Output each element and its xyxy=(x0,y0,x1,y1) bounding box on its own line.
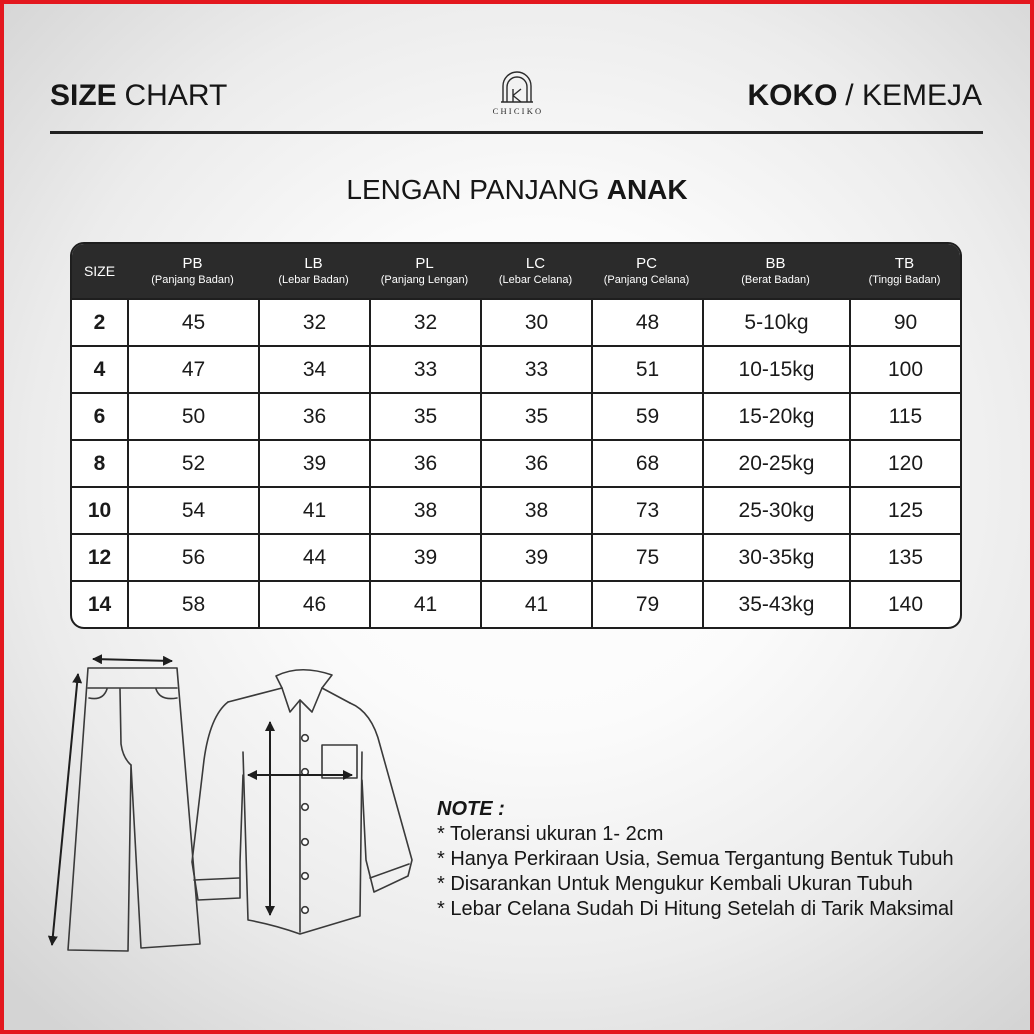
table-row xyxy=(72,486,960,533)
column-header-bb xyxy=(702,244,849,298)
cell-pl: 39 xyxy=(369,533,480,580)
cell-bb: 5-10kg xyxy=(702,298,849,345)
column-header-pb xyxy=(127,244,258,298)
garment-illustration xyxy=(0,640,440,970)
cell-size: 4 xyxy=(72,345,127,392)
title-bold: ANAK xyxy=(606,174,688,205)
column-description: (Panjang Badan) xyxy=(151,274,234,286)
cell-lb: 32 xyxy=(258,298,369,345)
column-header-lb xyxy=(258,244,369,298)
column-description: (Panjang Lengan) xyxy=(380,274,469,286)
column-code: PB xyxy=(182,255,203,272)
size-chart-heading xyxy=(50,81,227,111)
note-title: NOTE : xyxy=(437,798,505,820)
table-row xyxy=(72,345,960,392)
cell-size: 8 xyxy=(72,439,127,486)
cell-pb: 47 xyxy=(127,345,258,392)
cell-bb: 15-20kg xyxy=(702,392,849,439)
cell-lc: 41 xyxy=(480,580,591,627)
cell-tb: 90 xyxy=(849,298,960,345)
category-bold: KOKO xyxy=(747,79,838,112)
cell-pc: 79 xyxy=(591,580,702,627)
cell-size: 12 xyxy=(72,533,127,580)
cell-lc: 39 xyxy=(480,533,591,580)
table-row xyxy=(72,533,960,580)
cell-pc: 73 xyxy=(591,486,702,533)
shirt-collar xyxy=(276,670,332,712)
column-header-pc xyxy=(591,244,702,298)
cell-pc: 48 xyxy=(591,298,702,345)
cell-bb: 25-30kg xyxy=(702,486,849,533)
column-description: (Lebar Celana) xyxy=(498,274,573,286)
shirt-pocket xyxy=(322,745,357,778)
cell-pl: 41 xyxy=(369,580,480,627)
cell-pc: 75 xyxy=(591,533,702,580)
cell-lb: 44 xyxy=(258,533,369,580)
cell-lc: 33 xyxy=(480,345,591,392)
title-regular: LENGAN PANJANG xyxy=(346,174,600,205)
cell-pb: 50 xyxy=(127,392,258,439)
column-code: PL xyxy=(415,255,434,272)
measure-arrow-icon xyxy=(52,659,352,945)
cell-lb: 46 xyxy=(258,580,369,627)
logo-wordmark: CHICIKO xyxy=(492,106,544,116)
cell-size: 2 xyxy=(72,298,127,345)
cell-pc: 68 xyxy=(591,439,702,486)
cell-lb: 39 xyxy=(258,439,369,486)
product-category xyxy=(748,81,983,111)
cell-tb: 125 xyxy=(849,486,960,533)
column-code: PC xyxy=(636,255,657,272)
size-table xyxy=(70,242,962,629)
cell-pc: 59 xyxy=(591,392,702,439)
shirt-right-sleeve xyxy=(350,703,412,892)
table-row xyxy=(72,392,960,439)
cell-bb: 20-25kg xyxy=(702,439,849,486)
cell-tb: 120 xyxy=(849,439,960,486)
note-item: * Toleransi ukuran 1- 2cm xyxy=(437,823,664,845)
page-title xyxy=(0,176,1034,204)
cell-size: 14 xyxy=(72,580,127,627)
column-code: BB xyxy=(765,255,786,272)
header-divider xyxy=(50,131,983,134)
cell-pb: 45 xyxy=(127,298,258,345)
shirt-left-sleeve xyxy=(192,702,243,900)
cell-pb: 54 xyxy=(127,486,258,533)
cell-pc: 51 xyxy=(591,345,702,392)
cell-pl: 33 xyxy=(369,345,480,392)
cell-bb: 10-15kg xyxy=(702,345,849,392)
brand-logo xyxy=(482,70,552,118)
note-section xyxy=(437,797,954,922)
table-row xyxy=(72,439,960,486)
cell-bb: 35-43kg xyxy=(702,580,849,627)
column-code: TB xyxy=(894,255,915,272)
cell-pl: 38 xyxy=(369,486,480,533)
shirt-shoulders xyxy=(228,688,350,703)
cell-pb: 56 xyxy=(127,533,258,580)
category-regular: / KEMEJA xyxy=(845,79,982,112)
note-item: * Disarankan Untuk Mengukur Kembali Ukuran Tubuh xyxy=(437,873,913,895)
column-description: (Lebar Badan) xyxy=(278,274,349,286)
cell-size: 10 xyxy=(72,486,127,533)
note-item: * Hanya Perkiraan Usia, Semua Tergantung Bentuk Tubuh xyxy=(437,848,954,870)
column-description: (Berat Badan) xyxy=(741,274,810,286)
heading-regular: CHART xyxy=(124,79,228,112)
cell-lc: 36 xyxy=(480,439,591,486)
column-header-size xyxy=(72,244,127,298)
column-header-lc xyxy=(480,244,591,298)
cell-lc: 35 xyxy=(480,392,591,439)
table-header-row xyxy=(72,244,960,298)
column-code: SIZE xyxy=(83,263,116,279)
heading-bold: SIZE xyxy=(50,79,117,112)
cell-lb: 41 xyxy=(258,486,369,533)
cell-bb: 30-35kg xyxy=(702,533,849,580)
cell-tb: 135 xyxy=(849,533,960,580)
column-header-pl xyxy=(369,244,480,298)
waist-width-arrow xyxy=(93,659,172,661)
cell-lb: 36 xyxy=(258,392,369,439)
cell-pl: 32 xyxy=(369,298,480,345)
shirt-buttons xyxy=(302,735,309,914)
note-item: * Lebar Celana Sudah Di Hitung Setelah di Tarik Maksimal xyxy=(437,898,954,920)
cell-tb: 115 xyxy=(849,392,960,439)
column-header-tb xyxy=(849,244,960,298)
table-row xyxy=(72,298,960,345)
column-code: LB xyxy=(304,255,323,272)
arch-logo-icon xyxy=(501,72,533,102)
column-code: LC xyxy=(525,255,546,272)
cell-pb: 52 xyxy=(127,439,258,486)
column-description: (Tinggi Badan) xyxy=(868,274,941,286)
cell-size: 6 xyxy=(72,392,127,439)
shirt-icon xyxy=(192,670,412,934)
cell-pb: 58 xyxy=(127,580,258,627)
cell-pl: 36 xyxy=(369,439,480,486)
cell-pl: 35 xyxy=(369,392,480,439)
table-row xyxy=(72,580,960,627)
cell-lc: 30 xyxy=(480,298,591,345)
pants-length-arrow xyxy=(52,674,78,945)
cell-tb: 140 xyxy=(849,580,960,627)
cell-lb: 34 xyxy=(258,345,369,392)
column-description: (Panjang Celana) xyxy=(603,274,690,286)
cell-lc: 38 xyxy=(480,486,591,533)
pants-icon xyxy=(68,668,200,951)
cell-tb: 100 xyxy=(849,345,960,392)
